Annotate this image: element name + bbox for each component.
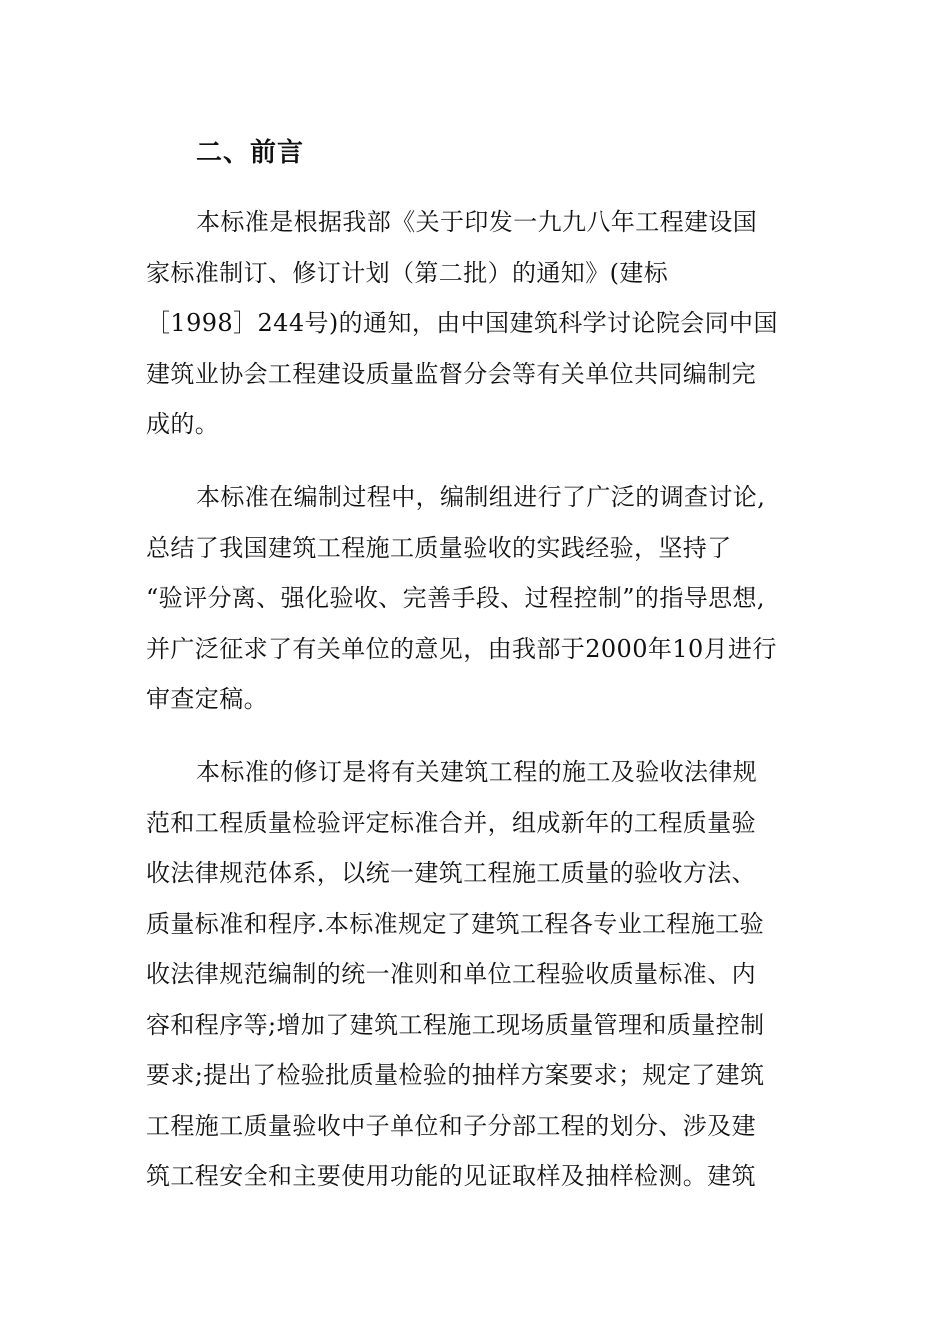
text-line: 审查定稿。 xyxy=(146,685,268,713)
text-line: 要求;提出了检验批质量检验的抽样方案要求；规定了建筑 xyxy=(146,1061,765,1089)
text-line: 并广泛征求了有关单位的意见，由我部于2000年10月进行 xyxy=(146,634,777,663)
text-line: 容和程序等;增加了建筑工程施工现场质量管理和质量控制 xyxy=(146,1010,765,1039)
text-line: 工程施工质量验收中子单位和子分部工程的划分、涉及建 xyxy=(146,1111,756,1140)
text-line: “验评分离、强化验收、完善手段、过程控制”的指导思想, xyxy=(146,584,765,612)
text-line: 收法律规范编制的统一准则和单位工程验收质量标准、内 xyxy=(146,960,756,988)
text-line: 本标准的修订是将有关建筑工程的施工及验收法律规 xyxy=(196,758,758,786)
text-line: 家标准制订、修订计划（第二批）的通知》(建标 xyxy=(146,258,669,287)
text-line: 本标准在编制过程中，编制组进行了广泛的调查讨论, xyxy=(196,483,766,511)
text-line: 质量标准和程序.本标准规定了建筑工程各专业工程施工验 xyxy=(146,909,765,938)
paragraph-3 xyxy=(146,747,826,1202)
text-line: 成的。 xyxy=(146,410,220,438)
text-line: 本标准是根据我部《关于印发一九九八年工程建设国 xyxy=(196,208,758,236)
paragraph-1 xyxy=(146,197,826,450)
text-line: 筑工程安全和主要使用功能的见证取样及抽样检测。建筑 xyxy=(146,1162,756,1190)
text-line: 建筑业协会工程建设质量监督分会等有关单位共同编制完 xyxy=(146,359,756,388)
text-line: 收法律规范体系，以统一建筑工程施工质量的验收方法、 xyxy=(146,859,756,887)
text-line: ［1998］244号)的通知，由中国建筑科学讨论院会同中国 xyxy=(146,309,778,337)
text-line: 范和工程质量检验评定标准合并，组成新年的工程质量验 xyxy=(146,808,756,837)
paragraph-2 xyxy=(146,472,826,725)
section-heading: 二、前言 xyxy=(196,138,305,168)
text-line: 总结了我国建筑工程施工质量验收的实践经验，坚持了 xyxy=(146,533,732,562)
